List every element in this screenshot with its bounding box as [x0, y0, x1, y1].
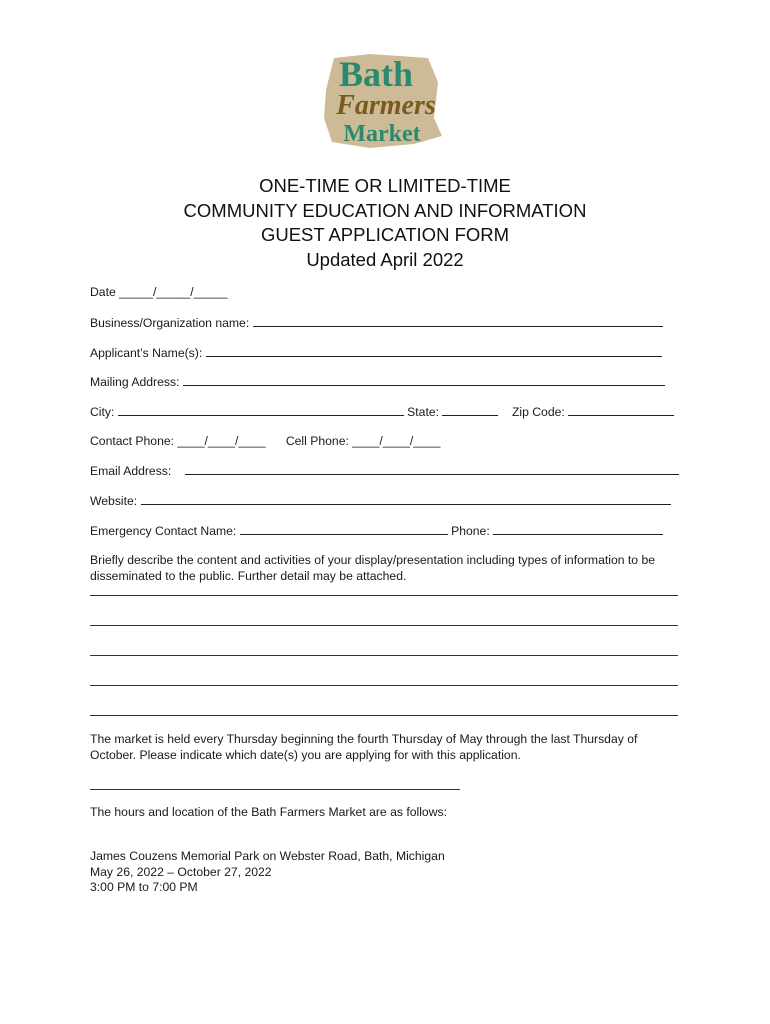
emergency-blank[interactable] — [240, 523, 448, 535]
emergency-contact-row — [90, 523, 663, 539]
state-label: State: — [407, 405, 439, 419]
describe-line-1: Briefly describe the content and activities of your display/presentation including types of information to be — [90, 553, 656, 567]
market-line-1: The market is held every Thursday beginning the fourth Thursday of May through the last Thursday of — [90, 732, 638, 746]
mailing-label: Mailing Address: — [90, 375, 180, 389]
location-details — [90, 849, 690, 896]
market-schedule-text — [90, 731, 690, 763]
applicant-name-field[interactable] — [90, 345, 662, 361]
bath-farmers-market-logo — [310, 52, 460, 152]
city-blank[interactable] — [118, 404, 404, 416]
emergency-label: Emergency Contact Name: — [90, 524, 237, 538]
business-blank[interactable] — [253, 315, 663, 327]
date-field[interactable] — [90, 285, 228, 300]
business-label: Business/Organization name: — [90, 316, 250, 330]
describe-answer-line-1[interactable] — [90, 595, 678, 596]
title-updated: Updated April 2022 — [306, 248, 464, 270]
logo-text-bath: Bath — [338, 54, 414, 94]
market-line-2: October. Please indicate which date(s) you are applying for with this application. — [90, 748, 521, 762]
zip-blank[interactable] — [568, 404, 674, 416]
city-state-zip-row — [90, 404, 674, 420]
dates-answer-line[interactable] — [90, 789, 460, 790]
zip-label: Zip Code: — [511, 405, 565, 419]
contact-phone-field[interactable]: Contact Phone: ____/____/____ — [90, 434, 266, 448]
location-line-park: James Couzens Memorial Park on Webster Road, Bath, Michigan — [90, 849, 445, 863]
city-label: City: — [90, 405, 115, 419]
date-label: Date _____/_____/_____ — [90, 285, 228, 299]
cell-phone-field[interactable]: Cell Phone: ____/____/____ — [285, 434, 441, 448]
describe-line-2: disseminated to the public. Further detail may be attached. — [90, 569, 407, 583]
title-line-1: ONE-TIME OR LIMITED-TIME — [259, 175, 511, 196]
describe-answer-line-5[interactable] — [90, 715, 678, 716]
describe-answer-line-3[interactable] — [90, 655, 678, 656]
describe-answer-line-2[interactable] — [90, 625, 678, 626]
emergency-phone-blank[interactable] — [493, 523, 663, 535]
applicant-blank[interactable] — [206, 345, 662, 357]
form-title — [0, 174, 770, 272]
hours-intro: The hours and location of the Bath Farmers Market are as follows: — [90, 805, 447, 819]
email-field[interactable] — [90, 463, 679, 479]
website-field[interactable] — [90, 493, 671, 509]
email-blank[interactable] — [185, 463, 679, 475]
location-line-hours: 3:00 PM to 7:00 PM — [90, 880, 198, 894]
phone-row — [90, 434, 440, 449]
logo-text-market: Market — [343, 121, 421, 147]
website-label: Website: — [90, 494, 138, 508]
mailing-blank[interactable] — [183, 374, 665, 386]
mailing-address-field[interactable] — [90, 374, 665, 390]
title-line-3: GUEST APPLICATION FORM — [260, 224, 510, 245]
describe-answer-line-4[interactable] — [90, 685, 678, 686]
describe-instructions — [90, 552, 690, 584]
emergency-phone-label: Phone: — [451, 524, 490, 538]
applicant-label: Applicant’s Name(s): — [90, 346, 203, 360]
state-blank[interactable] — [442, 404, 498, 416]
location-line-dates: May 26, 2022 – October 27, 2022 — [90, 864, 272, 879]
website-blank[interactable] — [141, 493, 671, 505]
logo-text-farmers: Farmers — [336, 90, 436, 121]
business-name-field[interactable] — [90, 315, 663, 331]
title-line-2: COMMUNITY EDUCATION AND INFORMATION — [183, 199, 587, 221]
email-label: Email Address: — [90, 464, 172, 478]
